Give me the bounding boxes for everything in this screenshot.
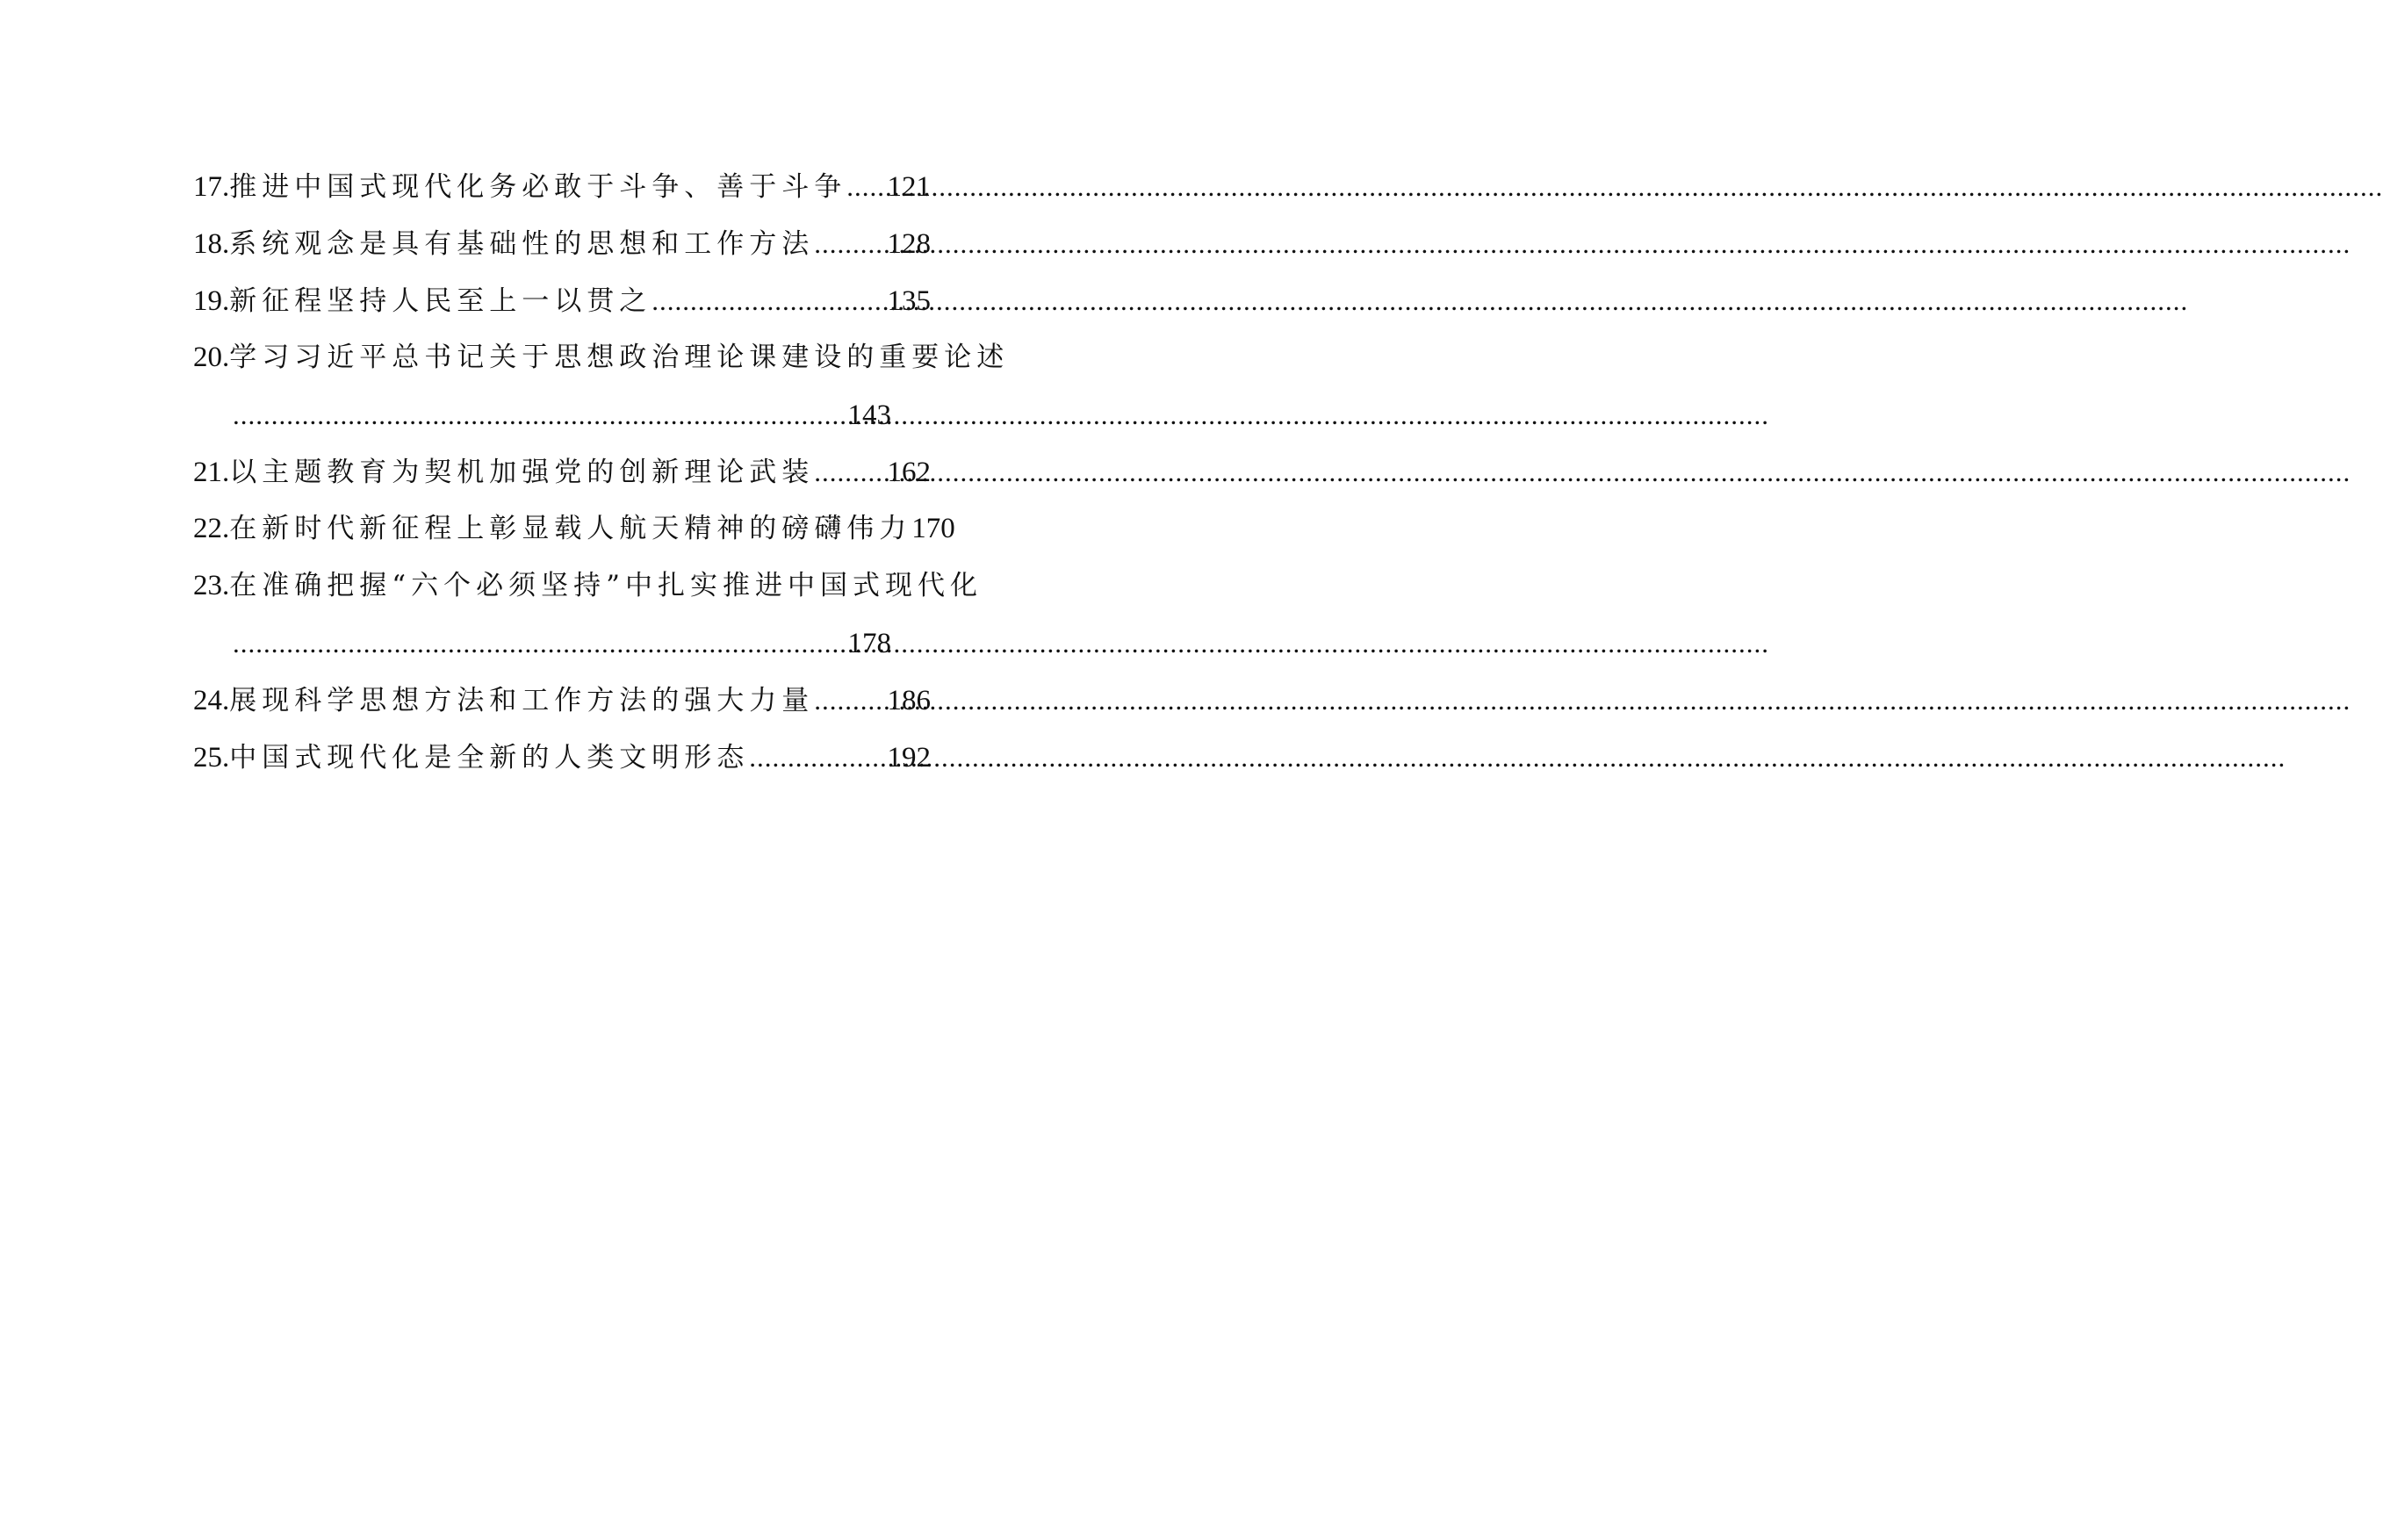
- toc-entry-number: 19.: [193, 285, 230, 317]
- toc-entry-title: 展现科学思想方法和工作方法的强大力量: [229, 685, 815, 716]
- toc-entry-number: 24.: [193, 685, 230, 716]
- toc-entry-page: 170: [911, 513, 955, 544]
- toc-entry-number: 17.: [193, 171, 230, 203]
- dot-leader: [233, 615, 848, 672]
- toc-entry-title: 新征程坚持人民至上一以贯之: [229, 285, 652, 317]
- toc-entry-title: 系统观念是具有基础性的思想和工作方法: [229, 228, 815, 260]
- toc-entry-19[interactable]: [193, 272, 931, 329]
- toc-entry-page: 186: [887, 685, 931, 716]
- toc-entry-number: 23.: [193, 570, 230, 601]
- dot-leader: [814, 443, 887, 500]
- toc-entry-25[interactable]: [193, 729, 931, 786]
- dot-leader: [652, 272, 887, 329]
- toc-entry-title: 在新时代新征程上彰显载人航天精神的磅礴伟力: [229, 513, 912, 544]
- dot-leader: [233, 386, 848, 443]
- toc-entry-number: 22.: [193, 513, 230, 544]
- toc-entry-title: 学习习近平总书记关于思想政治理论课建设的重要论述: [229, 342, 1010, 373]
- toc-entry-number: 20.: [193, 342, 230, 373]
- toc-entry-21[interactable]: [193, 443, 931, 500]
- toc-entry-page: 162: [887, 457, 931, 488]
- toc-entry-page: 135: [887, 285, 931, 317]
- toc-entry-page: 128: [887, 228, 931, 260]
- toc-entry-title: 推进中国式现代化务必敢于斗争、善于斗争: [229, 171, 847, 203]
- dot-leader: [814, 215, 887, 272]
- toc-entry-20[interactable]: [193, 329, 1010, 443]
- dot-leader: [749, 729, 887, 786]
- toc-entry-page: 178: [847, 628, 891, 659]
- toc-entry-title: 在准确把握“六个必须坚持”中扎实推进中国式现代化: [229, 570, 983, 601]
- toc-entry-23[interactable]: [193, 558, 983, 672]
- toc-entry-number: 25.: [193, 742, 230, 774]
- dot-leader: [814, 672, 887, 729]
- toc-entry-number: 21.: [193, 457, 230, 488]
- toc-entry-title: 中国式现代化是全新的人类文明形态: [229, 742, 750, 774]
- table-of-contents: [193, 158, 1010, 786]
- toc-entry-24[interactable]: [193, 672, 931, 729]
- toc-entry-page: 192: [887, 742, 931, 774]
- toc-entry-number: 18.: [193, 228, 230, 260]
- toc-entry-22[interactable]: [193, 500, 955, 558]
- toc-entry-title: 以主题教育为契机加强党的创新理论武装: [229, 457, 815, 488]
- toc-entry-17[interactable]: [193, 158, 931, 215]
- dot-leader: [846, 158, 887, 215]
- toc-entry-page: 143: [847, 399, 891, 431]
- toc-entry-page: 121: [887, 171, 931, 203]
- toc-entry-18[interactable]: [193, 215, 931, 272]
